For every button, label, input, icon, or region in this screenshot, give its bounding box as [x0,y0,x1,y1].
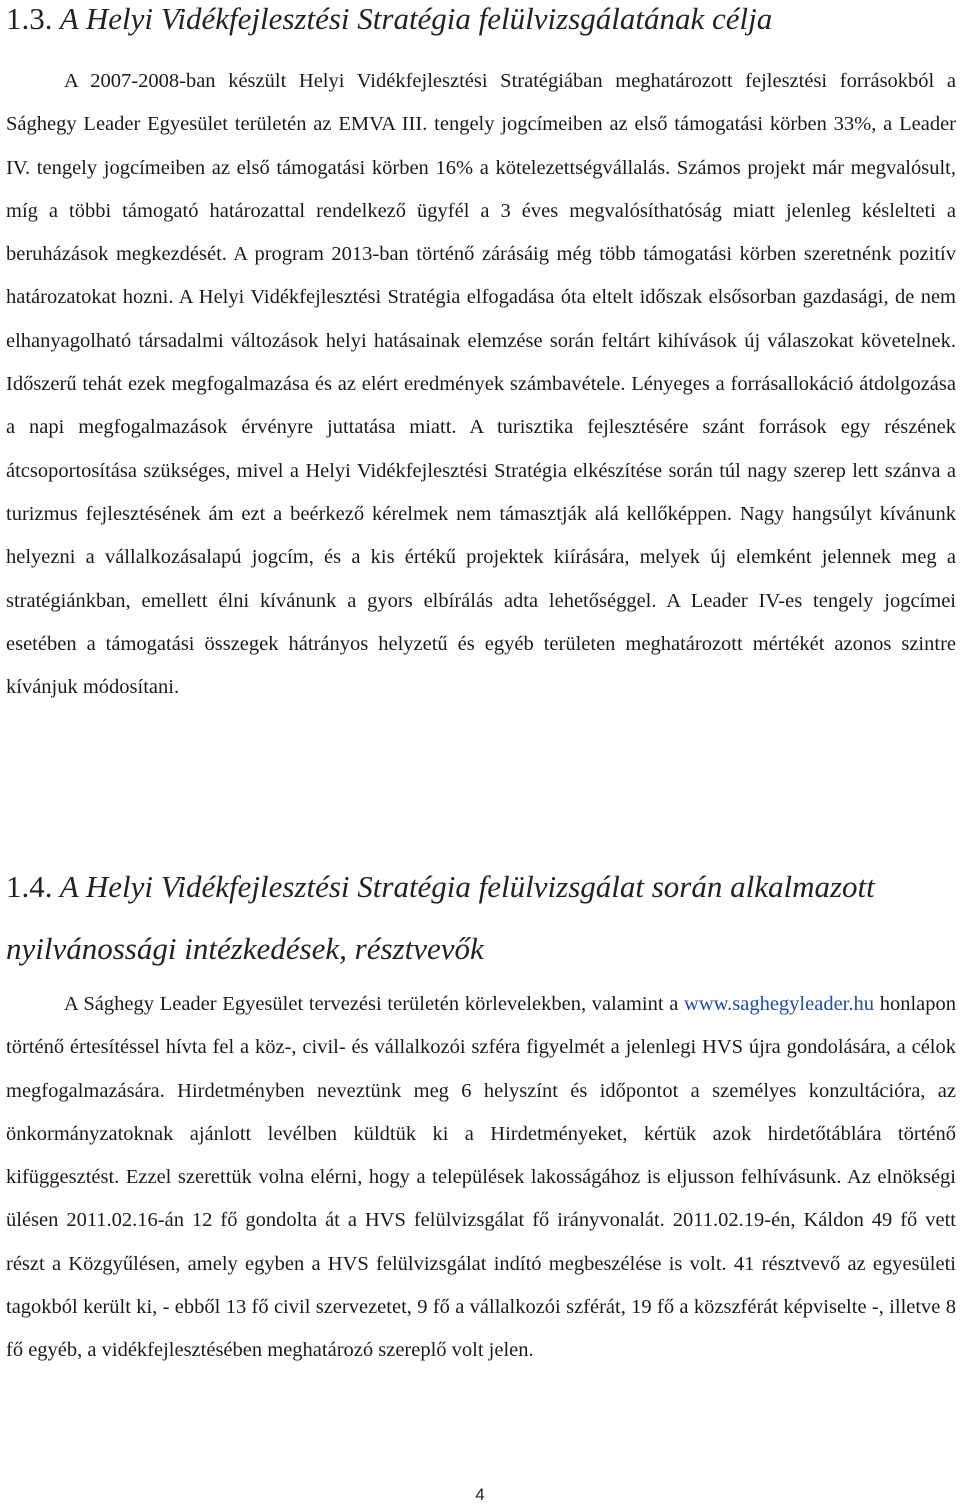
section-heading-1-4 [6,856,956,980]
paragraph-text: A Sághegy Leader Egyesület tervezési területén körlevelekben, valamint a [64,993,685,1015]
page-number: 4 [475,1485,485,1504]
section-number: 1.4. [6,869,53,904]
section-heading-1-3 [6,0,772,38]
section-title: A Helyi Vidékfejlesztési Stratégia felülvizsgálat során alkalmazott nyilvánossági intézkedések, résztvevők [6,869,875,966]
paragraph-text: honlapon történő értesítéssel hívta fel a köz-, civil- és vállalkozói szféra figyelmét a jelenlegi HVS újra gondolására, a célok megfogalmazására. Hirdetményben neveztünk meg 6 helyszínt és időpontot a személyes konzultációra, az önkormányzatoknak ajánlott levélben küldtük ki a Hirdetményeket, kértük azok hirdetőtáblára történő kifüggesztést. Ezzel szerettük volna elérni, hogy a települések lakosságához is eljusson felhívásunk. Az elnökségi ülésen 2011.02.16-án 12 fő gondolta át a HVS felülvizsgálat fő irányvonalát. 2011.02.19-én, Káldon 49 fő vett részt a Közgyűlésen, amely egyben a HVS felülvizsgálat indító megbeszélése is volt. 41 résztvevő az egyesületi tagokból került ki, - ebből 13 fő civil szervezetet, 9 fő a vállalkozói szférát, 19 fő a közszférát képviselte -, illetve 8 fő egyéb, a vidékfejlesztésében meghatározó szereplő volt jelen. [6,993,957,1362]
section-title: A Helyi Vidékfejlesztési Stratégia felülvizsgálatának célja [59,1,773,36]
website-link[interactable]: www.saghegyleader.hu [684,993,874,1015]
section-number: 1.3. [6,1,53,36]
section-1-3-paragraph: A 2007-2008-ban készült Helyi Vidékfejlesztési Stratégiában meghatározott fejlesztési forrásokból a Sághegy Leader Egyesület területén az EMVA III. tengely jogcímeiben az első támogatási körben 33%, a Leader IV. tengely jogcímeiben az első támogatási körben 16% a kötelezettségvállalás. Számos projekt már megvalósult, míg a többi támogató határozattal rendelkező ügyfél a 3 éves megvalósíthatóság miatt jelenleg késlelteti a beruházások megkezdését. A program 2013-ban történő zárásáig még több támogatási körben szeretnénk pozitív határozatokat hozni. A Helyi Vidékfejlesztési Stratégia elfogadása óta eltelt időszak elsősorban gazdasági, de nem elhanyagolható társadalmi változások helyi hatásainak elemzése során feltárt kihívások új válaszokat követelnek. Időszerű tehát ezek megfogalmazása és az elért eredmények számbavétele. Lényeges a forrásallokáció átdolgozása a napi megfogalmazások érvényre juttatása miatt. A turisztika fejlesztésére szánt források egy részének átcsoportosítása szükséges, mivel a Helyi Vidékfejlesztési Stratégia elkészítése során túl nagy szerep lett szánva a turizmus fejlesztésének ám ezt a beérkező kérelmek nem támasztják alá kellőképpen. Nagy hangsúlyt kívánunk helyezni a vállalkozásalapú jogcím, és a kis értékű projektek kiírására, melyek új elemként jelennek meg a stratégiánkban, emellett élni kívánunk a gyors elbírálás adta lehetőséggel. A Leader IV-es tengely jogcímei esetében a támogatási összegek hátrányos helyzetű és egyéb területen meghatározott mértékét azonos szintre kívánjuk módosítani. [6,70,956,699]
section-1-4-paragraph [6,983,956,1373]
